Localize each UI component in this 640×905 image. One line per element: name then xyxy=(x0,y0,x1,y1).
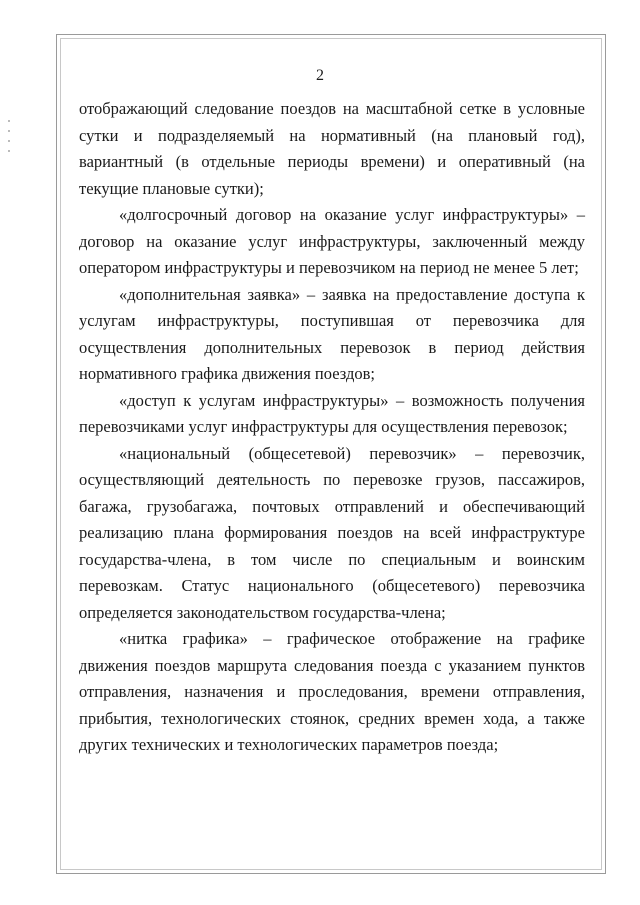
margin-mark xyxy=(8,130,10,132)
paragraph-long-term-contract: «долгосрочный договор на оказание услуг инфраструктуры» – договор на оказание услуг инфраструктуры, заключенный между оператором инфраструктуры и перевозчиком на период не менее 5 лет; xyxy=(79,205,585,277)
paragraph-additional-request: «дополнительная заявка» – заявка на предоставление доступа к услугам инфраструктуры, поступившая от перевозчика для осуществления дополнительных перевозок в период действия нормативного графика движения поездов; xyxy=(79,284,585,383)
document-body xyxy=(79,96,585,759)
paragraph-schedule-thread: «нитка графика» – графическое отображение на графике движения поездов маршрута следования поезда с указанием пунктов отправления, назначения и проследования, времени отправления, прибытия, технологических стоянок, средних времен хода, а также других технических и технологических параметров поезда; xyxy=(79,629,585,754)
paragraph-infrastructure-access: «доступ к услугам инфраструктуры» – возможность получения перевозчиками услуг инфраструктуры для осуществления перевозок; xyxy=(79,390,585,436)
margin-mark xyxy=(8,150,10,152)
paragraph-national-carrier: «национальный (общесетевой) перевозчик» – перевозчик, осуществляющий деятельность по перевозке грузов, пассажиров, багажа, грузобагажа, почтовых отправлений и обеспечивающий реализацию плана формирования поездов на всей инфраструктуре государства-члена, в том числе по специальным и воинским перевозкам. Статус национального (общесетевого) перевозчика определяется законодательством государства-члена; xyxy=(79,443,585,622)
page-number: 2 xyxy=(316,67,324,84)
margin-marks xyxy=(6,120,12,160)
paragraph-graph-definition-continued: отображающий следование поездов на масштабной сетке в условные сутки и подразделяемый на нормативный (на плановый год), вариантный (в отдельные периоды времени) и оперативный (на текущие плановые сутки); xyxy=(79,99,585,198)
margin-mark xyxy=(8,140,10,142)
margin-mark xyxy=(8,120,10,122)
